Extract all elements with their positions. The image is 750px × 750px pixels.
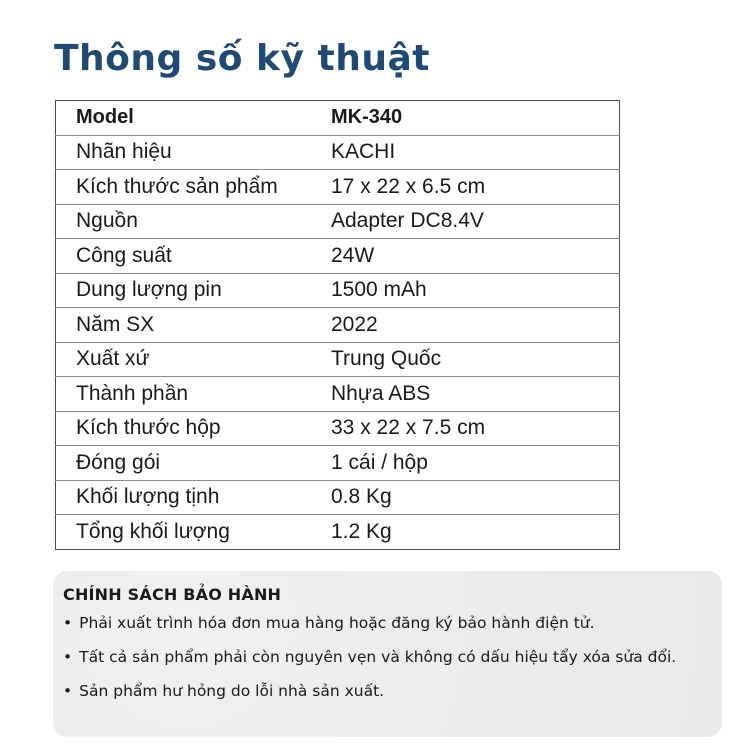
spec-row [56, 170, 620, 205]
spec-label: Model [56, 101, 312, 136]
spec-row [56, 308, 620, 343]
spec-value: Trung Quốc [311, 342, 620, 377]
warranty-item-text: Tất cả sản phẩm phải còn nguyên vẹn và không có dấu hiệu tẩy xóa sửa đổi. [79, 648, 677, 666]
spec-value: Adapter DC8.4V [311, 204, 620, 239]
spec-value: MK-340 [311, 101, 620, 136]
spec-row [56, 273, 620, 308]
list-item [63, 648, 722, 666]
spec-row [56, 204, 620, 239]
spec-row [56, 446, 620, 481]
spec-row [56, 342, 620, 377]
warranty-panel [53, 571, 722, 737]
spec-value: 1500 mAh [311, 273, 620, 308]
bullet-icon: • [63, 648, 73, 666]
bullet-icon: • [63, 614, 73, 632]
spec-row [56, 515, 620, 550]
spec-row [56, 135, 620, 170]
page-title: Thông số kỹ thuật [54, 38, 430, 79]
spec-row [56, 239, 620, 274]
spec-row-model [56, 101, 620, 136]
spec-value: 17 x 22 x 6.5 cm [311, 170, 620, 205]
spec-row [56, 480, 620, 515]
spec-value: 2022 [311, 308, 620, 343]
spec-value: Nhựa ABS [311, 377, 620, 412]
spec-label: Năm SX [56, 308, 312, 343]
spec-label: Thành phần [56, 377, 312, 412]
spec-label: Nguồn [56, 204, 312, 239]
warranty-heading: CHÍNH SÁCH BẢO HÀNH [63, 585, 282, 604]
spec-row [56, 377, 620, 412]
spec-value: 1 cái / hộp [311, 446, 620, 481]
spec-label: Kích thước sản phẩm [56, 170, 312, 205]
warranty-item-text: Phải xuất trình hóa đơn mua hàng hoặc đăng ký bảo hành điện tử. [79, 614, 595, 632]
spec-value: 0.8 Kg [311, 480, 620, 515]
list-item [63, 682, 722, 700]
spec-value: 33 x 22 x 7.5 cm [311, 411, 620, 446]
spec-value: 1.2 Kg [331, 519, 392, 543]
spec-label: Đóng gói [56, 446, 312, 481]
spec-table [55, 100, 620, 550]
spec-label: Công suất [56, 239, 312, 274]
spec-label: Xuất xứ [56, 342, 312, 377]
spec-row [56, 411, 620, 446]
spec-label: Nhãn hiệu [56, 135, 312, 170]
spec-label: Khối lượng tịnh [56, 480, 312, 515]
spec-label: Kích thước hộp [56, 411, 312, 446]
bullet-icon: • [63, 682, 73, 700]
spec-value: 24W [311, 239, 620, 274]
spec-value: KACHI [311, 135, 620, 170]
spec-label: Dung lượng pin [56, 273, 312, 308]
warranty-item-text: Sản phẩm hư hỏng do lỗi nhà sản xuất. [79, 682, 385, 700]
list-item [63, 614, 722, 632]
warranty-list [63, 614, 722, 700]
spec-label: Tổng khối lượng [76, 519, 230, 543]
